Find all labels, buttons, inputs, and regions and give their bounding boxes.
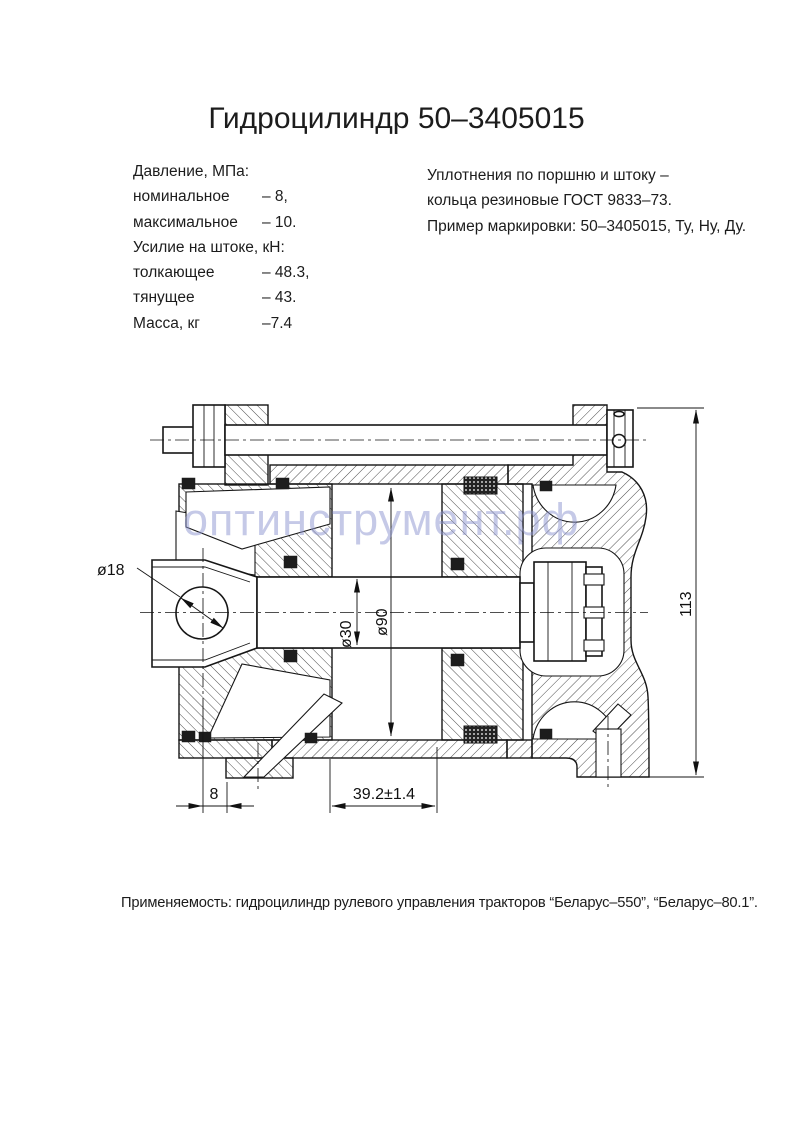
spec-value: – 48.3, — [262, 264, 310, 282]
piston-seal — [464, 477, 497, 494]
seal-note-line: Уплотнения по поршню и штоку – — [427, 167, 669, 184]
spec-value: – 8, — [262, 188, 288, 206]
crown-slot — [584, 640, 604, 651]
tube-bottom-wall-ext — [507, 740, 532, 758]
spec-label: тянущее — [133, 289, 195, 307]
o-ring-seal — [540, 481, 552, 491]
dim-height: 113 — [678, 591, 695, 617]
spec-label: толкающее — [133, 264, 215, 282]
dim-bore: ø90 — [374, 608, 391, 636]
spec-label: номинальное — [133, 188, 230, 206]
right-port — [596, 729, 621, 777]
rod-gland-seal — [284, 556, 297, 568]
o-ring-seal — [540, 729, 552, 739]
o-ring-seal — [182, 731, 195, 742]
crown-slot — [584, 574, 604, 585]
o-ring-seal — [451, 654, 464, 666]
piston-seal — [464, 726, 497, 743]
dim-eye-hole: ø18 — [97, 562, 125, 579]
o-ring-seal — [276, 478, 289, 489]
spec-label: Усилие на штоке, кН: — [133, 238, 285, 256]
watermark: оптинструмент.рф — [183, 494, 580, 545]
spec-label: Давление, МПа: — [133, 163, 250, 180]
page-title: Гидроцилиндр 50–3405015 — [208, 102, 585, 135]
spec-value: –7.4 — [262, 314, 293, 332]
o-ring-seal — [199, 732, 211, 742]
cotter-pin-hole-top — [614, 411, 624, 416]
o-ring-seal — [305, 733, 317, 743]
tie-bolt-hex-nut — [193, 405, 225, 467]
o-ring-seal — [451, 558, 464, 570]
spec-label: Масса, кг — [133, 314, 200, 332]
spec-value: – 10. — [262, 213, 297, 231]
o-ring-seal — [182, 478, 195, 489]
rod-gland-seal — [284, 650, 297, 662]
application-note: Применяемость: гидроцилиндр рулевого управления тракторов “Беларус–550”, “Беларус–80.1”. — [121, 895, 758, 911]
dim-stroke: 39.2±1.4 — [352, 786, 416, 803]
seal-note-line: Пример маркировки: 50–3405015, Ту, Ну, Ду. — [427, 217, 747, 235]
spec-label: максимальное — [133, 213, 238, 231]
seal-note-line: кольца резиновые ГОСТ 9833–73. — [427, 192, 672, 210]
spec-value: – 43. — [262, 289, 297, 307]
cotter-pin-hole — [613, 435, 626, 448]
dim-offset: 8 — [209, 786, 219, 803]
castellated-nut — [534, 562, 586, 661]
dim-rod: ø30 — [338, 620, 355, 648]
